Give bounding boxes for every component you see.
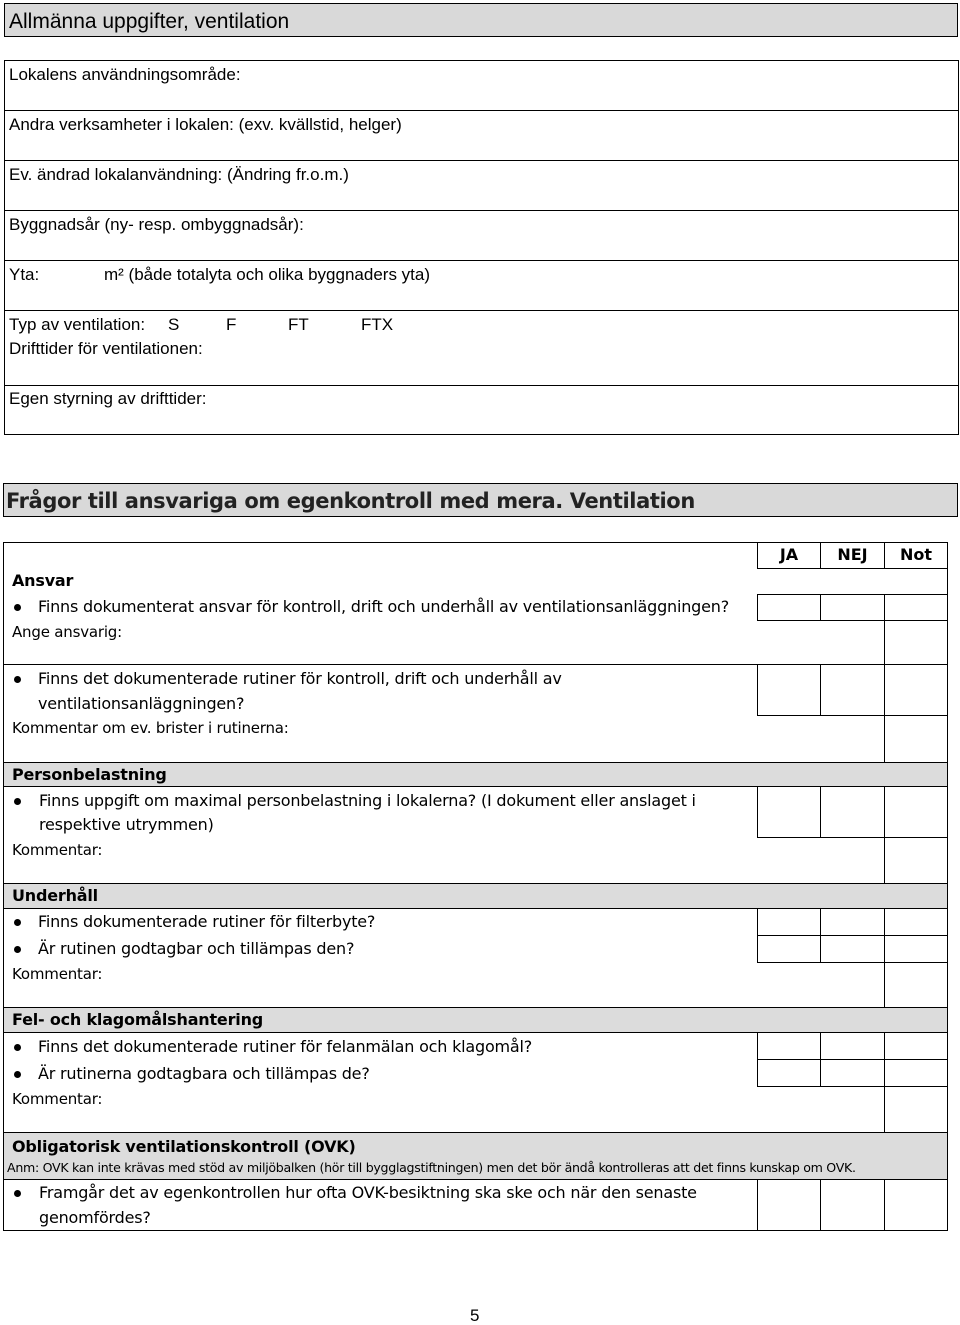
own-control-row[interactable] [5,386,958,434]
area-label: Yta: [9,265,40,284]
felklagomal-comment-note[interactable] [884,1086,948,1133]
felklagomal-q2-nej[interactable] [820,1059,885,1087]
ovk-note: Anm: OVK kan inte krävas med stöd av miljöbalken (hör till bygglagstiftningen) men det bör ändå kontrolleras att det finns kunskap om OVK. [7,1160,856,1175]
ovk-q1-line1: Framgår det av egenkontrollen hur ofta OVK-besiktning ska ske och när den senaste [39,1183,697,1202]
ansvar-heading: Ansvar [12,571,74,590]
underhall-heading: Underhåll [12,886,98,905]
ovk-q1-line2: genomfördes? [39,1208,151,1227]
underhall-q2: Är rutinen godtagbar och tillämpas den? [38,939,355,958]
other-activities-row[interactable] [5,111,958,161]
ovk-q1-not[interactable] [884,1179,948,1231]
underhall-q2-not[interactable] [884,935,948,963]
general-info-table [4,60,959,435]
underhall-q2-ja[interactable] [757,935,821,963]
ansvar-q1-nej[interactable] [820,594,885,621]
bullet [14,1190,21,1197]
ansvar-q1-not[interactable] [884,594,948,621]
build-year-row[interactable] [5,211,958,261]
felklagomal-q1: Finns det dokumenterade rutiner för felanmälan och klagomål? [38,1037,533,1056]
col-nej: NEJ [837,545,868,564]
bullet [14,946,21,953]
build-year-label: Byggnadsår (ny- resp. ombyggnadsår): [9,215,304,234]
personbelastning-q1-ja[interactable] [757,786,821,838]
personbelastning-q1-not[interactable] [884,786,948,838]
personbelastning-q1-line1: Finns uppgift om maximal personbelastning i lokalerna? (I dokument eller anslaget i [39,791,696,810]
vent-type-s[interactable]: S [168,315,180,334]
changed-usage-row[interactable] [5,161,958,211]
ansvar-q1-ja[interactable] [757,594,821,621]
underhall-q1-nej[interactable] [820,908,885,936]
personbelastning-comment: Kommentar: [12,841,103,859]
bullet [14,1071,21,1078]
personbelastning-q1-nej[interactable] [820,786,885,838]
underhall-q1-ja[interactable] [757,908,821,936]
bullet [14,1044,21,1051]
section-title-bar [3,483,958,517]
section-title: Frågor till ansvariga om egenkontroll med mera. Ventilation [6,489,695,513]
separator-underhall [3,883,948,884]
separator-personbelastning [3,762,948,763]
underhall-q2-nej[interactable] [820,935,885,963]
vent-type-f[interactable]: F [226,315,237,334]
personbelastning-comment-note[interactable] [884,837,948,884]
area-unit-label: m² (både totalyta och olika byggnaders yta) [104,265,431,284]
ovk-q1-ja[interactable] [757,1179,821,1231]
bullet [14,798,21,805]
area-row[interactable] [5,261,958,311]
border-left [3,542,4,1231]
page-number: 5 [470,1306,480,1325]
personbelastning-q1-line2: respektive utrymmen) [39,815,214,834]
page-title: Allmänna uppgifter, ventilation [9,10,290,33]
underhall-q1-not[interactable] [884,908,948,936]
ovk-heading: Obligatorisk ventilationskontroll (OVK) [12,1137,356,1156]
felklagomal-heading: Fel- och klagomålshantering [12,1010,264,1029]
separator-ovk [3,1132,948,1133]
felklagomal-q1-not[interactable] [884,1032,948,1060]
underhall-comment: Kommentar: [12,965,103,983]
ansvar-q2-nej[interactable] [820,664,885,716]
personbelastning-heading: Personbelastning [12,765,167,784]
vent-type-label: Typ av ventilation: [9,315,146,334]
ansvar-comment-note[interactable] [884,715,948,763]
ansvar-q2-not[interactable] [884,664,948,716]
page-title-bar [4,3,958,37]
separator-felklagomal [3,1007,948,1008]
ansvar-comment: Kommentar om ev. brister i rutinerna: [12,719,289,737]
vent-type-ftx[interactable]: FTX [361,315,394,334]
col-not: Not [899,545,933,564]
ansvar-q2-line1: Finns det dokumenterade rutiner för kontroll, drift och underhåll av [38,669,562,688]
ansvar-q2-line2: ventilationsanläggningen? [38,694,245,713]
ovk-q1-nej[interactable] [820,1179,885,1231]
col-ja: JA [779,545,799,564]
ansvar-q1: Finns dokumenterat ansvar för kontroll, drift och underhåll av ventilationsanläggningen? [38,597,729,616]
bullet [14,604,21,611]
bullet [14,919,21,926]
felklagomal-q1-nej[interactable] [820,1032,885,1060]
operating-hours-label: Drifttider för ventilationen: [9,339,203,358]
felklagomal-q1-ja[interactable] [757,1032,821,1060]
felklagomal-q2-ja[interactable] [757,1059,821,1087]
usage-label: Lokalens användningsområde: [9,65,241,84]
changed-usage-label: Ev. ändrad lokalanvändning: (Ändring fr.o.m.) [9,165,349,184]
vent-type-ft[interactable]: FT [288,315,309,334]
usage-row[interactable] [5,61,958,111]
ansvar-responsible-note[interactable] [884,620,948,665]
ansvar-responsible: Ange ansvarig: [12,623,122,641]
ansvar-q2-ja[interactable] [757,664,821,716]
underhall-comment-note[interactable] [884,962,948,1008]
other-activities-label: Andra verksamheter i lokalen: (exv. kvällstid, helger) [9,115,402,134]
bullet [14,676,21,683]
underhall-q1: Finns dokumenterade rutiner för filterbyte? [38,912,376,931]
vent-type-row[interactable] [5,311,958,386]
felklagomal-comment: Kommentar: [12,1090,103,1108]
own-control-label: Egen styrning av drifttider: [9,389,207,408]
felklagomal-q2-not[interactable] [884,1059,948,1087]
underhall-header-bg [3,884,948,908]
felklagomal-q2: Är rutinerna godtagbara och tillämpas de? [38,1064,370,1083]
